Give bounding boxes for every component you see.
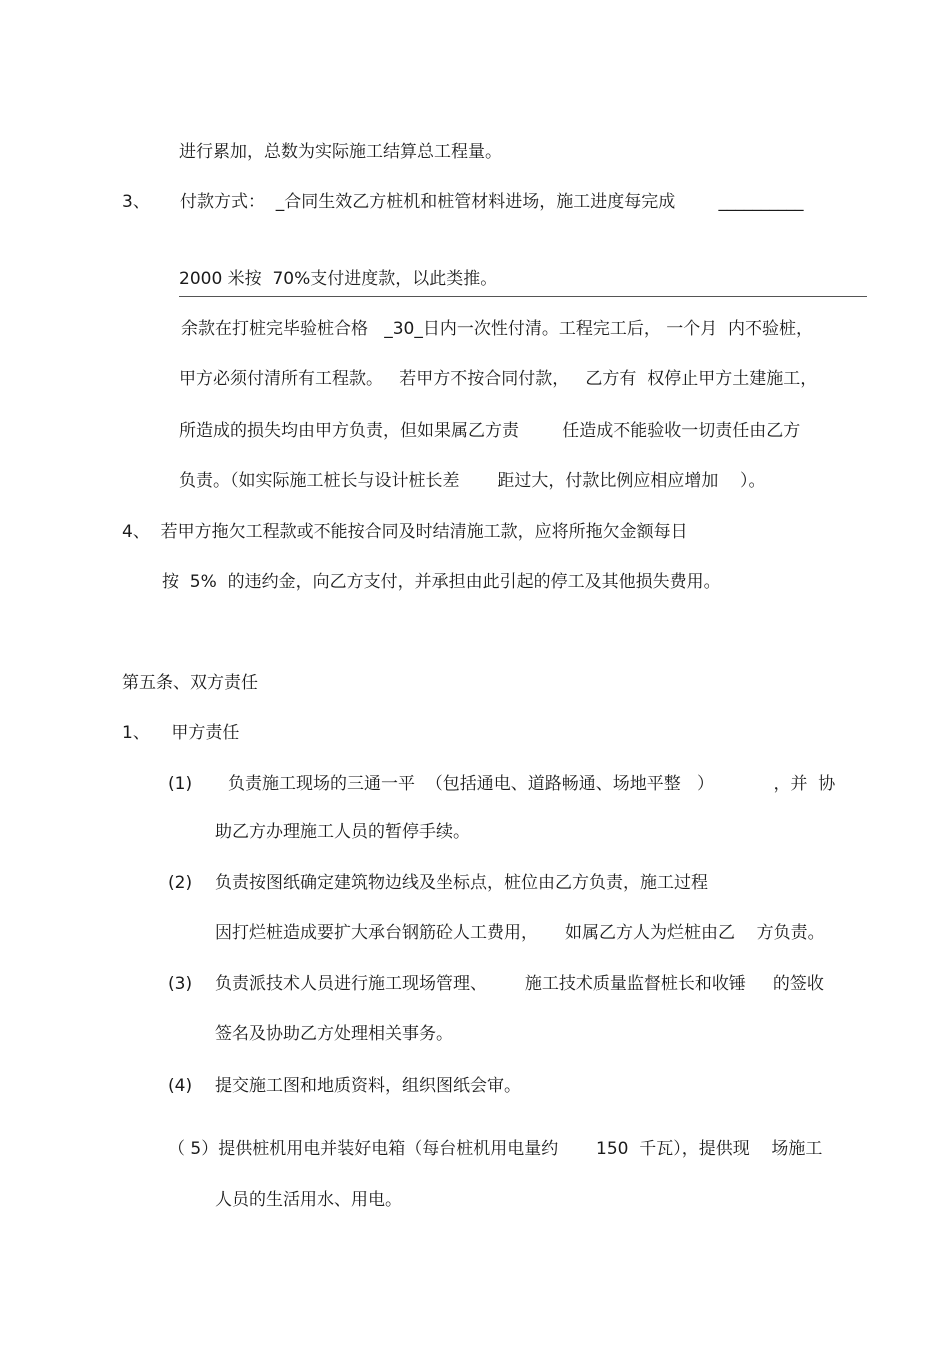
- text-line: 助乙方办理施工人员的暂停手续。: [215, 822, 470, 842]
- text-line: 负责派技术人员进行施工现场管理、 施工技术质量监督桩长和收锤 的签收: [215, 974, 824, 994]
- text-line: 负责。（如实际施工桩长与设计桩长差 距过大，付款比例应相应增加 ）。: [179, 471, 766, 491]
- subsection-heading: 1、 甲方责任: [122, 723, 240, 743]
- text-line: 负责按图纸确定建筑物边线及坐标点，桩位由乙方负责，施工过程: [215, 873, 708, 893]
- text-line: 甲方必须付清所有工程款。 若甲方不按合同付款， 乙方有 权停止甲方土建施工，: [179, 369, 818, 389]
- text-line: 4、 若甲方拖欠工程款或不能按合同及时结清施工款，应将所拖欠金额每日: [122, 522, 688, 542]
- text-line: 所造成的损失均由甲方负责，但如果属乙方责 任造成不能验收一切责任由乙方: [179, 421, 801, 441]
- text-line: 余款在打桩完毕验桩合格 _30_日内一次性付清。工程完工后， 一个月 内不验桩，: [181, 319, 814, 339]
- text-line: 签名及协助乙方处理相关事务。: [215, 1024, 453, 1044]
- text-line: 因打烂桩造成要扩大承台钢筋砼人工费用， 如属乙方人为烂桩由乙 方负责。: [215, 923, 825, 943]
- text-line: 按 5% 的违约金，向乙方支付，并承担由此引起的停工及其他损失费用。: [162, 572, 721, 592]
- text-line: 付款方式： _合同生效乙方桩机和桩管材料进场，施工进度每完成 __________: [180, 192, 804, 212]
- item-number: (4): [168, 1076, 193, 1096]
- text-line: 提交施工图和地质资料，组织图纸会审。: [215, 1076, 521, 1096]
- item-number: 3、: [122, 192, 150, 212]
- text-line: 负责施工现场的三通一平 （包括通电、道路畅通、场地平整 ） ，并 协: [228, 774, 836, 794]
- text-line: 人员的生活用水、用电。: [215, 1190, 402, 1210]
- text-line: （ 5）提供桩机用电并装好电箱（每台桩机用电量约 150 千瓦），提供现 场施工: [168, 1139, 823, 1159]
- text-line: 2000 米按 70%支付进度款，以此类推。: [179, 269, 498, 289]
- underline-rule: [179, 296, 867, 297]
- text-line: 进行累加，总数为实际施工结算总工程量。: [179, 142, 502, 162]
- section-heading: 第五条、双方责任: [122, 673, 258, 693]
- item-number: (3): [168, 974, 193, 994]
- item-number: (1): [168, 774, 193, 794]
- item-number: (2): [168, 873, 193, 893]
